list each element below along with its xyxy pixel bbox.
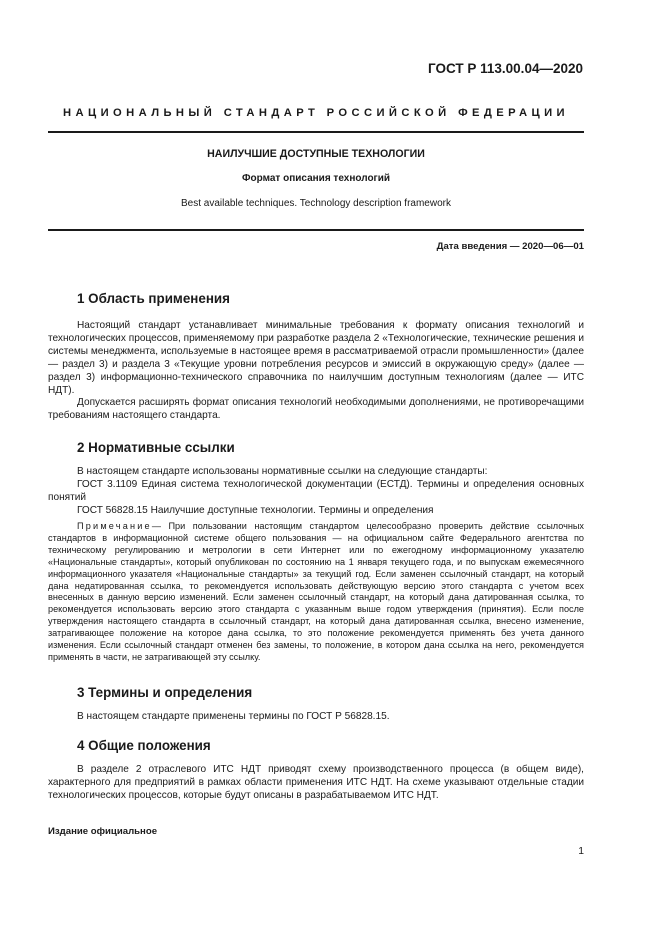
section-4-body: [48, 764, 584, 803]
bottom-title-rule: [48, 229, 584, 231]
section-3-heading: 3 Термины и определения: [77, 685, 253, 700]
section-2-heading: 2 Нормативные ссылки: [77, 440, 235, 455]
section-1-paragraph-2: Допускается расширять формат описания технологий необходимыми дополнениями, не противоречащими требованиям настоящего стандарта.: [48, 397, 584, 422]
official-edition-label: Издание официальное: [48, 826, 158, 837]
section-3-paragraph-1: В настоящем стандарте применены термины по ГОСТ Р 56828.15.: [77, 711, 390, 722]
section-2-reference-1: ГОСТ 3.1109 Единая система технологической документации (ЕСТД). Термины и определения основных понятий: [48, 478, 584, 503]
section-2-reference-2: ГОСТ 56828.15 Наилучшие доступные технологии. Термины и определения: [77, 504, 434, 516]
document-subtitle: Формат описания технологий: [241, 173, 391, 184]
section-1-body: [48, 320, 584, 423]
section-1-heading: 1 Область применения: [77, 291, 230, 306]
document-title: НАИЛУЧШИЕ ДОСТУПНЫЕ ТЕХНОЛОГИИ: [207, 148, 425, 160]
top-rule: [48, 131, 584, 133]
english-title: Best available techniques. Technology description framework: [181, 198, 451, 209]
section-2-note: [48, 521, 584, 664]
section-3-body: [48, 711, 584, 724]
page-number: 1: [578, 846, 584, 857]
section-4-paragraph-1: В разделе 2 отраслевого ИТС НДТ приводят схему производственного процесса (в общем виде), характерного для предприятий в рамках области применения ИТС НДТ. На схеме указывают отдельные стадии технологических процессов, которые будут описаны в разрабатываемом ИТС НДТ.: [48, 764, 584, 801]
section-4-heading: 4 Общие положения: [77, 738, 211, 753]
section-2-body: [48, 466, 584, 518]
section-1-paragraph-1: Настоящий стандарт устанавливает минимальные требования к формату описания технологий и технологических процессов, применяемому при разработке раздела 2 «Технологические, технические решения и системы менеджмента, используемые в настоящее время в рассматриваемой отрасли промышленности» (далее — раздел 3) и раздела 3 «Текущие уровни потребления ресурсов и эмиссий в окружающую среду» (далее — раздел 3) информационно-технического справочника по наилучшим доступным технологиям (далее — ИТС НДТ).: [48, 320, 584, 396]
note-text: — При пользовании настоящим стандартом целесообразно проверить действие ссылочных стандартов в информационной системе общего пользования — на официальном сайте Федерального агентства по техническому регулированию и метрологии в сети Интернет или по ежегодному информационному указателю «Национальные стандарты», который опубликован по состоянию на 1 января текущего года, и по выпускам ежемесячного информационного указателя «Национальные стандарты» за текущий год. Если заменен ссылочный стандарт, на который дана недатированная ссылка, то рекомендуется использовать действующую версию этого стандарта с учетом всех внесенных в данную версию изменений. Если заменен ссылочный стандарт, на который дана датированная ссылка, то рекомендуется использовать версию этого стандарта с указанным выше годом утверждения (принятия). Если после утверждения настоящего стандарта в ссылочный стандарт, на который дана датированная ссылка, внесено изменение, затрагивающее положение на которое дана ссылка, то это положение рекомендуется применять без учета данного изменения. Если ссылочный стандарт отменен без замены, то положение, в котором дана ссылка на него, рекомендуется применять в части, не затрагивающей эту ссылку.: [48, 521, 584, 662]
note-label: Примечание: [77, 521, 152, 531]
standard-code: ГОСТ Р 113.00.04—2020: [428, 61, 583, 76]
national-standard-banner: НАЦИОНАЛЬНЫЙ СТАНДАРТ РОССИЙСКОЙ ФЕДЕРАЦИИ: [63, 107, 569, 119]
section-2-paragraph-1: В настоящем стандарте использованы нормативные ссылки на следующие стандарты:: [77, 466, 488, 477]
introduction-date: Дата введения — 2020—06—01: [436, 241, 584, 252]
